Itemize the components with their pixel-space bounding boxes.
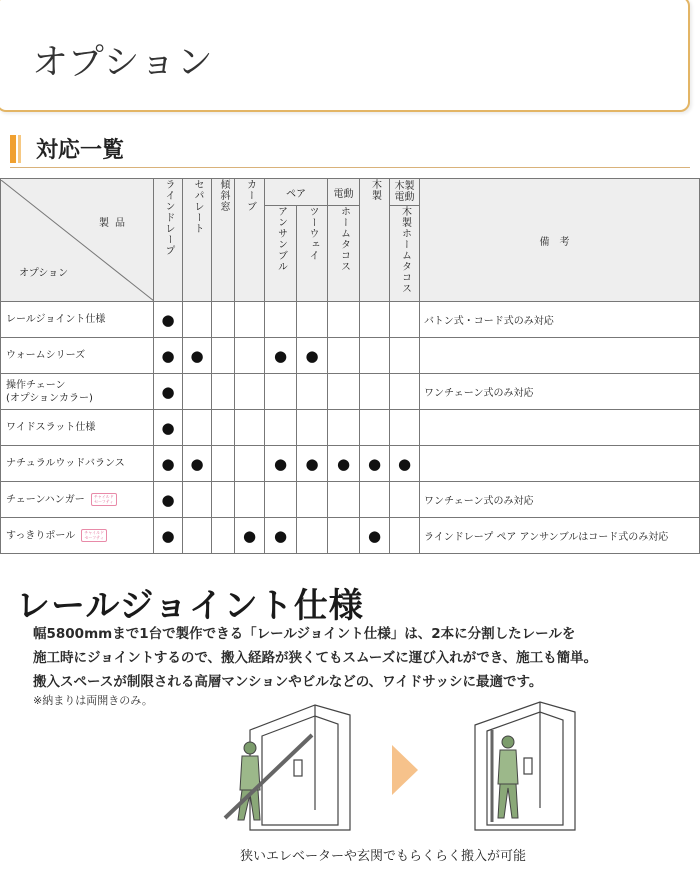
compat-cell xyxy=(212,410,235,446)
remark-cell: ワンチェーン式のみ対応 xyxy=(420,482,700,518)
option-name: すっきりポール xyxy=(6,530,76,542)
compat-cell xyxy=(390,302,420,338)
compat-cell xyxy=(183,302,212,338)
compatibility-table xyxy=(0,178,700,554)
option-name: ナチュラルウッドバランス xyxy=(6,458,125,469)
col-keishamado-label: 傾斜窓 xyxy=(218,179,229,212)
child-safety-badge xyxy=(81,529,107,542)
compat-cell xyxy=(360,410,390,446)
compat-cell: ● xyxy=(154,302,183,338)
rail-joint-note: ※納まりは両開きのみ。 xyxy=(33,694,153,707)
option-name: 操作チェーン xyxy=(6,379,66,391)
compat-cell xyxy=(297,374,328,410)
worker-left-illustration xyxy=(225,735,312,820)
compat-cell xyxy=(235,338,265,374)
page-title: オプション xyxy=(32,42,214,83)
col-wood xyxy=(360,179,390,302)
badge-line: セーフティ xyxy=(84,534,104,540)
rail-joint-body-line: 幅5800mmまで1台で製作できる「レールジョイント仕様」は、2本に分割したレールを xyxy=(33,626,576,642)
compat-cell xyxy=(265,302,297,338)
compat-cell xyxy=(235,446,265,482)
compat-cell xyxy=(390,410,420,446)
section-divider xyxy=(10,167,690,168)
option-name-cell xyxy=(1,446,154,482)
compat-cell: ● xyxy=(328,446,360,482)
compat-cell: ● xyxy=(360,518,390,554)
rail-joint-body xyxy=(33,622,693,694)
table-row xyxy=(1,446,700,482)
table-row xyxy=(1,518,700,554)
remark-cell: バトン式・コード式のみ対応 xyxy=(420,302,700,338)
compat-cell xyxy=(297,482,328,518)
compat-cell xyxy=(235,482,265,518)
option-name-cell xyxy=(1,518,154,554)
corner-option-label: オプション xyxy=(19,267,69,279)
col-pair-twoway-label: ツーウェイ xyxy=(307,206,318,261)
compat-cell xyxy=(328,410,360,446)
rail-joint-body-line: 搬入スペースが制限される高層マンションやビルなどの、ワイドサッシに最適です。 xyxy=(33,674,543,690)
table-row xyxy=(1,374,700,410)
compat-cell xyxy=(235,374,265,410)
compat-cell xyxy=(328,374,360,410)
compat-cell xyxy=(360,374,390,410)
col-dendou-home xyxy=(328,206,360,302)
col-group-dendou: 電動 xyxy=(328,179,360,206)
compat-cell xyxy=(390,518,420,554)
remark-cell xyxy=(420,338,700,374)
corner-product-label: 製品 xyxy=(99,217,131,229)
rail-joint-body-line: 施工時にジョイントするので、搬入経路が狭くてもスムーズに運び入れができ、施工も簡単。 xyxy=(33,650,598,666)
compat-cell: ● xyxy=(154,410,183,446)
compat-cell: ● xyxy=(154,446,183,482)
option-name-cell xyxy=(1,410,154,446)
col-dendou-home-label: ホームタコス xyxy=(338,206,350,272)
compat-cell xyxy=(183,482,212,518)
col-keishamado xyxy=(212,179,235,302)
rail-joint-title: レールジョイント仕様 xyxy=(16,586,364,626)
compat-cell xyxy=(328,518,360,554)
compat-cell xyxy=(328,482,360,518)
section-title: 対応一覧 xyxy=(36,138,125,163)
option-name: レールジョイント仕様 xyxy=(6,314,106,325)
badge-line: チャイルド xyxy=(93,493,114,499)
col-pair-ensemble xyxy=(265,206,297,302)
col-wood-label: 木製 xyxy=(369,179,381,201)
compat-cell: ● xyxy=(265,446,297,482)
option-name-cell xyxy=(1,338,154,374)
illustration-caption: 狭いエレベーターや玄関でもらくらく搬入が可能 xyxy=(240,849,527,864)
remark-cell: ラインドレープ ペア アンサンブルはコード式のみ対応 xyxy=(420,518,700,554)
compat-cell: ● xyxy=(265,338,297,374)
worker-right-illustration xyxy=(492,730,518,822)
compat-cell: ● xyxy=(297,338,328,374)
compat-cell xyxy=(212,518,235,554)
section-accent-bar xyxy=(10,135,16,163)
option-name-sub: (オプションカラー) xyxy=(6,392,93,404)
col-remarks: 備考 xyxy=(420,179,700,302)
compat-cell xyxy=(235,410,265,446)
compat-cell xyxy=(297,518,328,554)
delivery-illustration xyxy=(220,700,610,840)
option-name-cell xyxy=(1,374,154,410)
col-raindrape-label: ラインドレープ xyxy=(163,179,174,256)
compat-cell xyxy=(297,410,328,446)
option-name: チェーンハンガー xyxy=(6,494,85,506)
remark-cell xyxy=(420,410,700,446)
compat-cell: ● xyxy=(154,374,183,410)
compat-cell: ● xyxy=(154,518,183,554)
header-row-1 xyxy=(1,179,700,206)
col-pair-ensemble-label: アンサンブル xyxy=(275,206,287,272)
compat-cell: ● xyxy=(360,446,390,482)
compat-cell xyxy=(328,302,360,338)
arrow-right-icon xyxy=(392,745,418,795)
section-accent-bar-light xyxy=(18,135,21,163)
compat-cell: ● xyxy=(390,446,420,482)
option-name-cell xyxy=(1,482,154,518)
table-row xyxy=(1,410,700,446)
compat-cell: ● xyxy=(183,446,212,482)
compat-cell xyxy=(360,482,390,518)
col-pair-twoway xyxy=(297,206,328,302)
col-wood-dendou-home-label: 木製ホームタコス xyxy=(399,206,411,294)
elevator-left-illustration xyxy=(250,705,350,830)
child-safety-badge xyxy=(91,493,117,506)
col-separate xyxy=(183,179,212,302)
elevator-right-illustration xyxy=(475,702,575,830)
compat-cell xyxy=(328,338,360,374)
compat-cell: ● xyxy=(297,446,328,482)
compat-cell xyxy=(390,482,420,518)
compat-cell xyxy=(235,302,265,338)
remark-cell: ワンチェーン式のみ対応 xyxy=(420,374,700,410)
compat-cell xyxy=(390,374,420,410)
compat-cell xyxy=(297,302,328,338)
compat-cell: ● xyxy=(154,338,183,374)
badge-line: チャイルド xyxy=(84,529,105,535)
compat-cell xyxy=(212,482,235,518)
option-name: ウォームシリーズ xyxy=(6,350,86,361)
compat-cell xyxy=(390,338,420,374)
compat-cell: ● xyxy=(154,482,183,518)
corner-header xyxy=(1,179,154,302)
option-name: ワイドスラット仕様 xyxy=(6,422,96,433)
compat-cell xyxy=(212,302,235,338)
compat-cell xyxy=(212,446,235,482)
table-body xyxy=(1,302,700,554)
compat-cell xyxy=(183,518,212,554)
col-group-wood-dendou: 木製電動 xyxy=(390,179,420,206)
compat-cell xyxy=(265,410,297,446)
col-raindrape xyxy=(154,179,183,302)
remark-cell xyxy=(420,446,700,482)
col-separate-label: セパレート xyxy=(192,179,203,234)
col-curve-label: カーブ xyxy=(244,179,256,212)
compat-cell: ● xyxy=(265,518,297,554)
table-row xyxy=(1,482,700,518)
table-row xyxy=(1,338,700,374)
badge-line: セーフティ xyxy=(94,498,114,504)
col-group-pair: ペア xyxy=(265,179,328,206)
corner-diagonal xyxy=(1,180,154,301)
compat-cell: ● xyxy=(235,518,265,554)
compat-cell xyxy=(265,374,297,410)
compat-cell xyxy=(183,374,212,410)
col-curve xyxy=(235,179,265,302)
option-name-cell xyxy=(1,302,154,338)
compat-cell xyxy=(265,482,297,518)
compat-cell xyxy=(360,302,390,338)
compat-cell xyxy=(360,338,390,374)
compat-cell xyxy=(212,338,235,374)
compat-cell xyxy=(183,410,212,446)
compat-cell: ● xyxy=(183,338,212,374)
compat-cell xyxy=(212,374,235,410)
table-row xyxy=(1,302,700,338)
col-wood-dendou-home xyxy=(390,206,420,302)
